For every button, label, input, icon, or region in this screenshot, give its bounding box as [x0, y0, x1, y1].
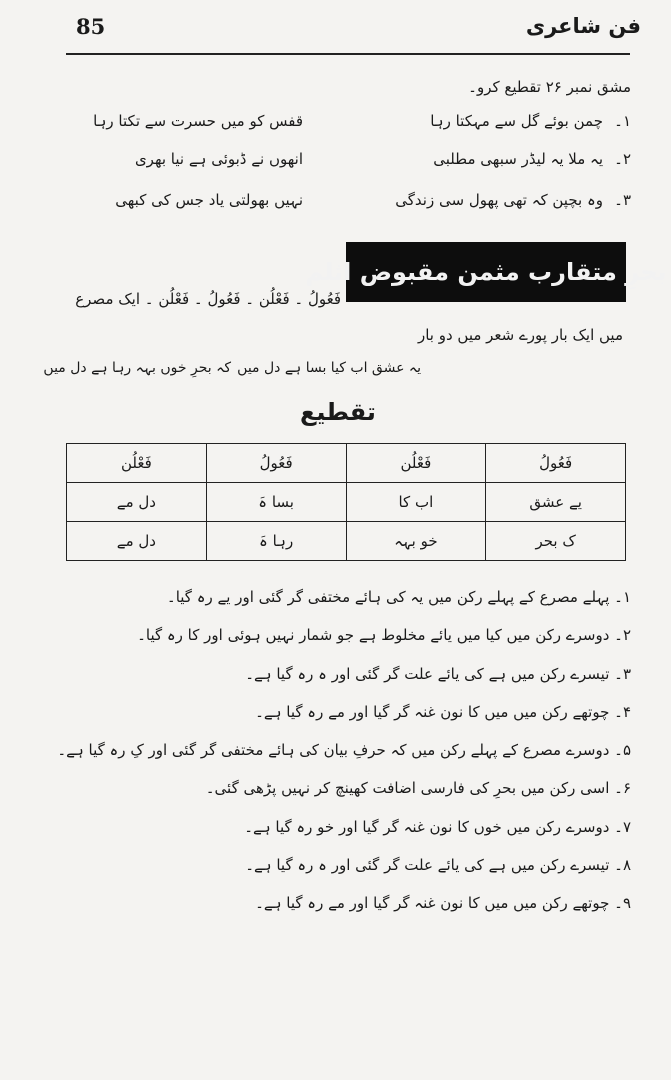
note-item: ۳۔ تیسرے رکن میں ہے کی یائے علت گر گئی اور ہ رہ گیا ہے۔ — [245, 664, 631, 683]
table-cell: رہا ہَ — [206, 522, 346, 561]
scansion-title: تقطیع — [300, 398, 376, 426]
note-item: ۱۔ پہلے مصرع کے پہلے رکن میں یہ کی ہائے مختفی گر گئی اور یے رہ گیا۔ — [166, 588, 631, 606]
verse-number: ۱۔ — [614, 112, 631, 130]
note-item: ۴۔ چوتھے رکن میں میں کا نون غنہ گر گیا اور مے رہ گیا ہے۔ — [255, 702, 631, 721]
verse-second-line: نہیں بھولتی یاد جس کی کبھی — [115, 191, 303, 209]
verse-second-line: قفس کو میں حسرت سے تکتا رہا — [93, 112, 303, 130]
table-cell: بسا ہَ — [206, 483, 346, 522]
note-item: ۷۔ دوسرے رکن میں خوں کا نون غنہ گر گیا اور خو رہ گیا ہے۔ — [244, 817, 631, 836]
table-row — [67, 522, 626, 561]
verse-first-line: چمن بوئے گل سے مہکتا رہا — [430, 112, 603, 130]
table-header-cell: فَعْلُن — [346, 444, 486, 483]
verse-first-line: یہ ملا یہ لیڈر سبھی مطلبی — [433, 150, 603, 168]
verse-number: ۳۔ — [614, 191, 631, 209]
table-cell: دل مے — [67, 483, 207, 522]
page-number: 85 — [76, 14, 106, 39]
example-first-line: یہ عشق اب کیا بسا ہے دل میں — [237, 360, 421, 376]
note-item: ۸۔ تیسرے رکن میں ہے کی یائے علت گر گئی اور ہ رہ گیا ہے۔ — [245, 856, 631, 875]
table-header-cell: فَعُولُ — [486, 444, 626, 483]
note-item: ۵۔ دوسرے مصرع کے پہلے رکن میں کہ حرفِ بیان کی ہائے مختفی گر گئی اور کِ رہ گیا ہے۔ — [57, 741, 631, 760]
table-cell: یے عشق — [486, 483, 626, 522]
verse-number: ۲۔ — [614, 150, 631, 168]
note-item: ۲۔ دوسرے رکن میں کیا میں یائے مخلوط ہے جو شمار نہیں ہوئی اور کا رہ گیا۔ — [137, 626, 631, 645]
table-row — [67, 483, 626, 522]
book-title: فن شاعری — [525, 14, 641, 38]
meter-intro: میں ایک بار پورے شعر میں دو بار — [417, 326, 623, 344]
scansion-notes — [11, 578, 631, 923]
verse-first-line: وہ بچپن کہ تھی پھول سی زندگی — [395, 191, 603, 209]
verse-second-line: انھوں نے ڈبوئی ہے نیا بھری — [134, 150, 303, 168]
note-item: ۹۔ چوتھے رکن میں میں کا نون غنہ گر گیا اور مے رہ گیا ہے۔ — [255, 894, 631, 913]
table-cell: خو بہہ — [346, 522, 486, 561]
meter-title-box: بحرِ متقارب مثمن مقبوض اثلم — [346, 242, 626, 302]
meter-arkan: فَعُولُ ۔ فَعْلُن ۔ فَعُولُ ۔ فَعْلُن ۔ ایک مصرع — [75, 290, 341, 308]
table-cell: اب کا — [346, 483, 486, 522]
example-second-line: کہ بحرِ خوں بہہ رہا ہے دل میں — [43, 360, 231, 376]
header-divider — [66, 53, 630, 55]
table-header-cell: فَعْلُن — [67, 444, 207, 483]
table-cell: دل مے — [67, 522, 207, 561]
scansion-table — [66, 443, 626, 561]
table-cell: ک بحر — [486, 522, 626, 561]
note-item: ۶۔ اسی رکن میں بحرِ کی فارسی اضافت کھینچ کر نہیں پڑھی گئی۔ — [205, 779, 631, 798]
table-header-row — [67, 444, 626, 483]
table-header-cell: فَعُولُ — [206, 444, 346, 483]
exercise-heading: مشق نمبر ۲۶ تقطیع کرو۔ — [468, 78, 631, 96]
